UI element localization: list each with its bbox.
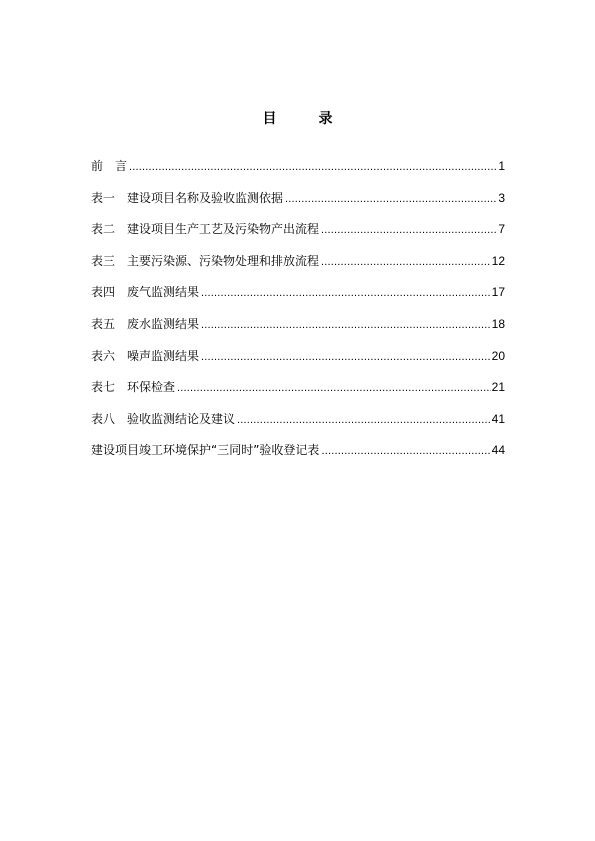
toc-leader — [285, 188, 497, 210]
toc-entry-page: 44 — [491, 443, 505, 458]
toc-entry-page: 20 — [491, 348, 505, 363]
toc-entry-label: 表三 主要污染源、污染物处理和排放流程 — [91, 253, 320, 268]
toc-entry-label: 表一 建设项目名称及验收监测依据 — [91, 190, 284, 205]
toc-entry-page: 41 — [491, 411, 505, 426]
toc-leader — [321, 440, 490, 462]
toc-entry[interactable] — [91, 376, 505, 408]
toc-entry[interactable] — [91, 439, 505, 471]
toc-entry[interactable] — [91, 345, 505, 377]
toc-entry[interactable] — [91, 187, 505, 219]
toc-entry[interactable] — [91, 408, 505, 440]
toc-leader — [237, 409, 491, 431]
toc-leader — [201, 346, 491, 368]
toc-list — [91, 155, 505, 471]
toc-entry-page: 17 — [491, 285, 505, 300]
toc-entry-page: 7 — [498, 222, 505, 237]
toc-entry[interactable] — [91, 155, 505, 187]
toc-entry-label: 表七 环保检查 — [91, 380, 176, 395]
toc-entry[interactable] — [91, 250, 505, 282]
toc-entry-page: 18 — [491, 316, 505, 331]
toc-entry-label: 表八 验收监测结论及建议 — [91, 411, 236, 426]
toc-entry-label: 表五 废水监测结果 — [91, 316, 200, 331]
toc-leader — [201, 282, 491, 304]
toc-leader — [129, 156, 497, 178]
toc-title: 目 录 — [262, 111, 347, 127]
toc-leader — [321, 219, 497, 241]
toc-entry-page: 21 — [491, 380, 505, 395]
toc-leader — [321, 251, 491, 273]
toc-entry-page: 1 — [498, 159, 505, 173]
toc-leader — [201, 314, 491, 336]
toc-entry-label: 前 言 — [91, 159, 128, 173]
toc-entry[interactable] — [91, 218, 505, 250]
toc-entry-label: 表四 废气监测结果 — [91, 285, 200, 300]
toc-entry-page: 3 — [498, 190, 505, 205]
toc-entry[interactable] — [91, 281, 505, 313]
toc-entry-label: 建设项目竣工环境保护“三同时”验收登记表 — [91, 443, 320, 458]
toc-entry[interactable] — [91, 313, 505, 345]
toc-entry-page: 12 — [491, 253, 505, 268]
toc-leader — [177, 377, 491, 399]
toc-entry-label: 表二 建设项目生产工艺及污染物产出流程 — [91, 222, 320, 237]
toc-entry-label: 表六 噪声监测结果 — [91, 348, 200, 363]
